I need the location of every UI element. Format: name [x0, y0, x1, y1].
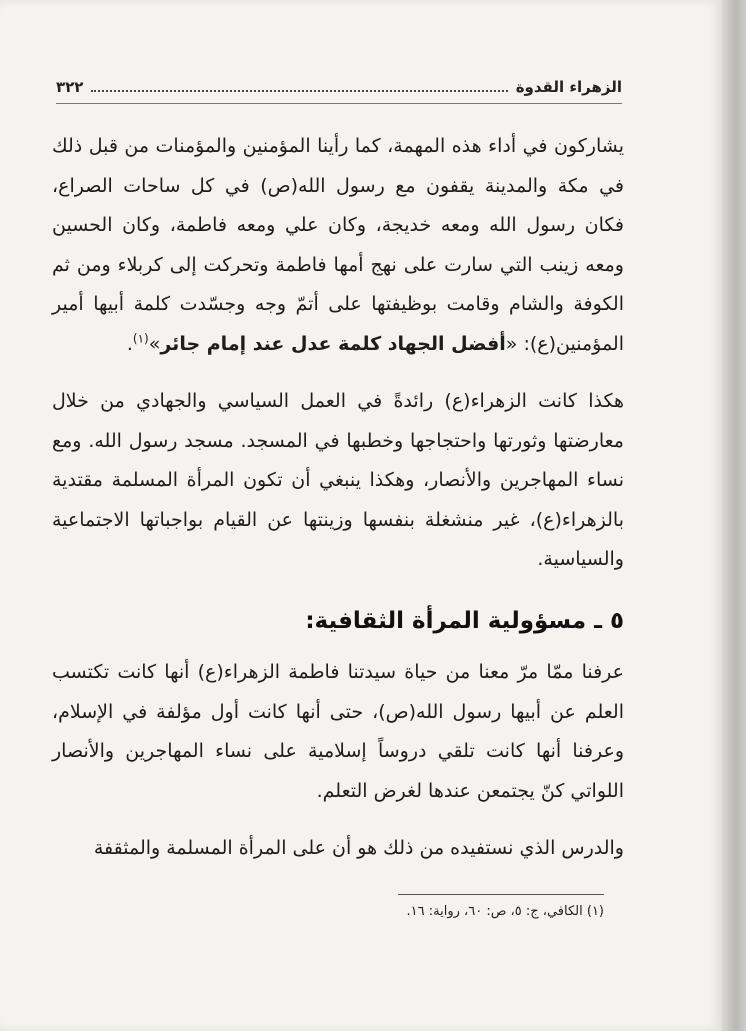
book-title: الزهراء القدوة: [515, 78, 622, 96]
page-number: ٣٢٢: [56, 78, 84, 96]
text-line: هكذا كانت الزهراء(ع) رائدةً في العمل السياسي والجهادي من خلال: [52, 390, 624, 412]
leader-dots: [91, 76, 507, 92]
header-rule: [56, 103, 622, 104]
text-line: المؤمنين(ع): «: [505, 332, 624, 355]
section-heading: ٥ ـ مسؤولية المرأة الثقافية:: [305, 607, 624, 634]
text-line: والسياسية.: [537, 548, 624, 570]
text-line: والدرس الذي نستفيده من ذلك هو أن على المرأة المسلمة والمثقفة: [93, 837, 624, 859]
text-line: التي سارت على نهج أمها فاطمة وتحركت إلى كربلاء ومن ثم الكوفة: [52, 253, 625, 315]
body-text: [52, 127, 624, 869]
text-line: معارضتها وثورتها واحتجاجها وخطبها في المسجد. مسجد رسول الله.: [88, 429, 624, 452]
paragraph-4: [52, 829, 624, 869]
text-line: تكتسب العلم عن أبيها رسول الله(ص)، حتى أنها كانت أول مؤلفة في: [52, 661, 624, 723]
hadith-quote: أفضل الجهاد كلمة عدل عند إمام جائر: [160, 332, 506, 355]
sentence-end: .: [126, 332, 133, 355]
text-line: عرفنا ممّا مرّ معنا من حياة سيدتنا فاطمة الزهراء(ع) أنها كانت: [117, 661, 624, 683]
text-line: مكة والمدينة يقفون مع رسول الله(ص) في كل ساحات الصراع، فكان: [52, 174, 624, 236]
footnote-rule: [398, 894, 604, 895]
text-line: ومع نساء المهاجرين والأنصار، وهكذا ينبغي أن تكون المرأة المسلمة مقتدية: [52, 429, 624, 491]
text-line: الإسلام، وعرفنا أنها كانت تلقي دروساً إسلامية على نساء المهاجرين: [52, 700, 624, 762]
paragraph-3: [52, 653, 624, 811]
text-line: بالزهراء(ع)، غير منشغلة بنفسها وزينتها عن القيام بواجباتها الاجتماعية: [52, 508, 624, 531]
paragraph-1: [52, 127, 624, 364]
footnote-ref: (١): [132, 331, 149, 346]
text-line: والأنصار اللواتي كنّ يجتمعن عندها لغرض التعلم.: [52, 740, 624, 802]
paragraph-2: [52, 382, 624, 580]
text-line: والشام وقامت بوظيفتها على أتمّ وجه وجسّدت كلمة أبيها أمير: [52, 293, 564, 315]
text-line: يشاركون في أداء هذه المهمة، كما رأينا المؤمنين والمؤمنات من قبل ذلك في: [52, 135, 624, 197]
footnote: (١) الكافي، ج: ٥، ص: ٦٠، رواية: ١٦.: [406, 904, 604, 919]
quote-close: »: [148, 332, 161, 355]
page-binding-edge: [722, 0, 746, 1031]
running-head: [56, 76, 622, 102]
text-line: رسول الله ومعه خديجة، وكان علي ومعه فاطمة، وكان الحسين ومعه زينب: [52, 214, 624, 276]
